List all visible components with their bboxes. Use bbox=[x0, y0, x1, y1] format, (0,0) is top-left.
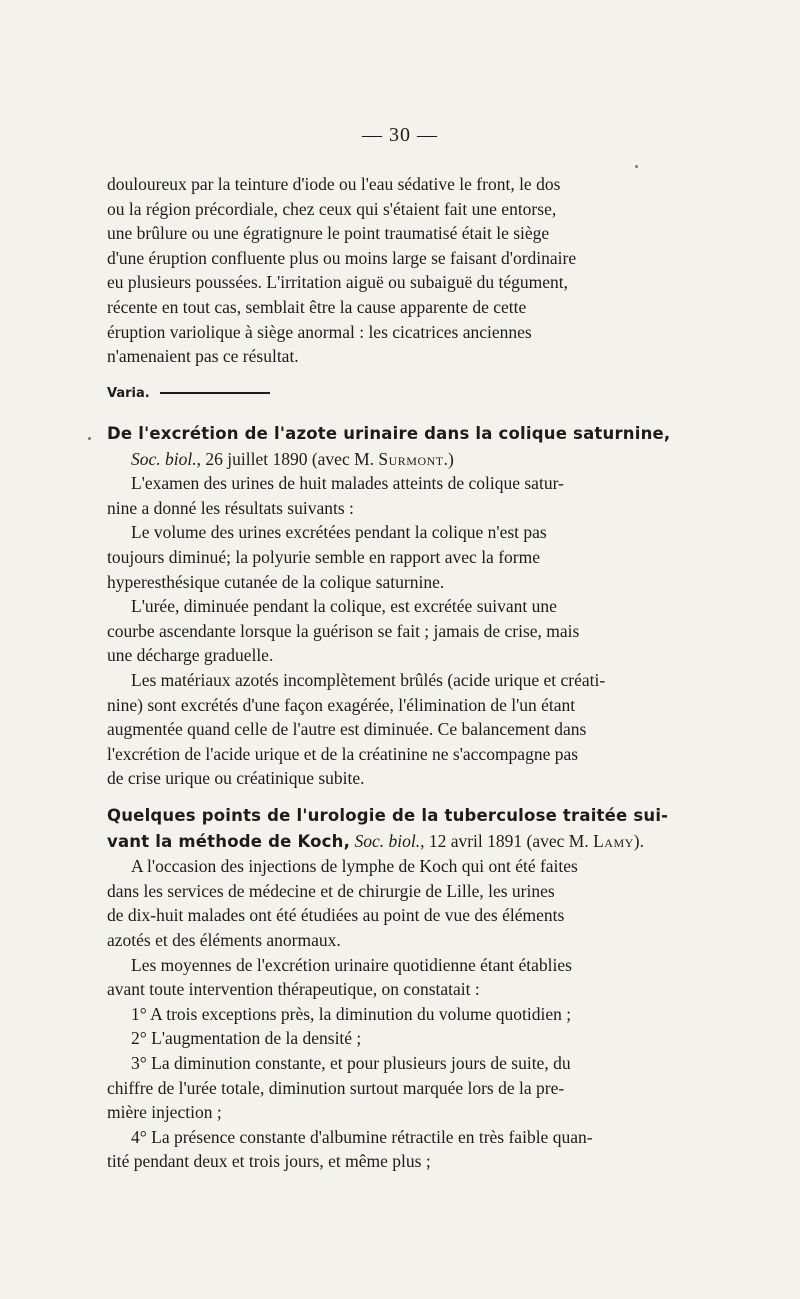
list-item: 3° La diminution constante, et pour plusieurs jours de suite, du bbox=[131, 1052, 571, 1073]
article-tuberculose bbox=[107, 804, 697, 1174]
article-heading: De l'excrétion de l'azote urinaire dans la colique saturnine, bbox=[107, 424, 671, 443]
citation-author: Lamy bbox=[593, 830, 634, 851]
page-number: — 30 — bbox=[362, 124, 438, 146]
article-saturnine bbox=[107, 422, 697, 791]
text-line: avant toute intervention thérapeutique, on constatait : bbox=[107, 979, 480, 1000]
list-item: 1° A trois exceptions près, la diminution du volume quotidien ; bbox=[131, 1003, 572, 1024]
text-line: L'urée, diminuée pendant la colique, est excrétée suivant une bbox=[131, 596, 557, 617]
section-label bbox=[107, 382, 270, 404]
citation-journal: Soc. biol. bbox=[354, 830, 421, 851]
text-line: de crise urique ou créatinique subite. bbox=[107, 768, 365, 789]
article-heading: Quelques points de l'urologie de la tuberculose traitée sui- bbox=[107, 806, 669, 825]
text-line: une brûlure ou une égratignure le point traumatisé était le siège bbox=[107, 223, 550, 244]
list-item: 4° La présence constante d'albumine rétractile en très faible quan- bbox=[131, 1126, 593, 1147]
text-line: nine) sont excrétés d'une façon exagérée, l'élimination de l'un étant bbox=[107, 694, 576, 715]
text-line: eu plusieurs poussées. L'irritation aiguë ou subaiguë du tégument, bbox=[107, 272, 568, 293]
text-line: toujours diminué; la polyurie semble en rapport avec la forme bbox=[107, 546, 540, 567]
text-line: Les moyennes de l'excrétion urinaire quotidienne étant établies bbox=[131, 954, 572, 975]
text-line: une décharge graduelle. bbox=[107, 645, 274, 666]
text-line: Les matériaux azotés incomplètement brûlés (acide urique et créati- bbox=[131, 669, 606, 690]
text-line: n'amenaient pas ce résultat. bbox=[107, 346, 299, 367]
text-line: A l'occasion des injections de lymphe de Koch qui ont été faites bbox=[131, 856, 578, 877]
scan-speck bbox=[635, 165, 638, 168]
text-line: l'excrétion de l'acide urique et de la créatinine ne s'accompagne pas bbox=[107, 743, 579, 764]
text-line: courbe ascendante lorsque la guérison se fait ; jamais de crise, mais bbox=[107, 620, 580, 641]
text-line: tité pendant deux et trois jours, et même plus ; bbox=[107, 1151, 431, 1172]
citation-date: , 26 juillet 1890 (avec M. bbox=[196, 448, 379, 469]
text-line: nine a donné les résultats suivants : bbox=[107, 497, 354, 518]
text-line: mière injection ; bbox=[107, 1102, 222, 1123]
article-citation bbox=[107, 447, 697, 472]
text-line: d'une éruption confluente plus ou moins large se faisant d'ordinaire bbox=[107, 247, 577, 268]
article-heading-continued bbox=[107, 829, 697, 855]
citation-date: , 12 avril 1891 (avec M. bbox=[420, 830, 594, 851]
text-line: douloureux par la teinture d'iode ou l'eau sédative le front, le dos bbox=[107, 174, 561, 194]
section-rule bbox=[160, 392, 270, 394]
section-label-text: Varia. bbox=[107, 385, 150, 401]
text-line: Le volume des urines excrétées pendant la colique n'est pas bbox=[131, 522, 547, 543]
text-line: de dix-huit malades ont été étudiées au point de vue des éléments bbox=[107, 905, 565, 926]
article-heading-end: vant la méthode de Koch, bbox=[107, 831, 351, 851]
intro-paragraph bbox=[107, 172, 697, 369]
text-line: éruption variolique à siège anormal : les cicatrices anciennes bbox=[107, 321, 532, 342]
text-line: récente en tout cas, semblait être la cause apparente de cette bbox=[107, 296, 527, 317]
citation-author: Surmont bbox=[378, 448, 444, 469]
text-line: hyperesthésique cutanée de la colique saturnine. bbox=[107, 571, 445, 592]
list-item: 2° L'augmentation de la densité ; bbox=[131, 1028, 362, 1049]
citation-end: ). bbox=[633, 830, 644, 851]
text-line: chiffre de l'urée totale, diminution surtout marquée lors de la pre- bbox=[107, 1077, 565, 1098]
text-line: ou la région précordiale, chez ceux qui s'étaient fait une entorse, bbox=[107, 198, 557, 219]
text-line: augmentée quand celle de l'autre est diminuée. Ce balancement dans bbox=[107, 719, 587, 740]
scan-speck bbox=[88, 437, 91, 440]
text-line: dans les services de médecine et de chirurgie de Lille, les urines bbox=[107, 880, 555, 901]
text-line: L'examen des urines de huit malades atteints de colique satur- bbox=[131, 473, 564, 494]
text-line: azotés et des éléments anormaux. bbox=[107, 929, 341, 950]
citation-journal: Soc. biol. bbox=[131, 448, 197, 469]
citation-end: .) bbox=[443, 448, 454, 469]
